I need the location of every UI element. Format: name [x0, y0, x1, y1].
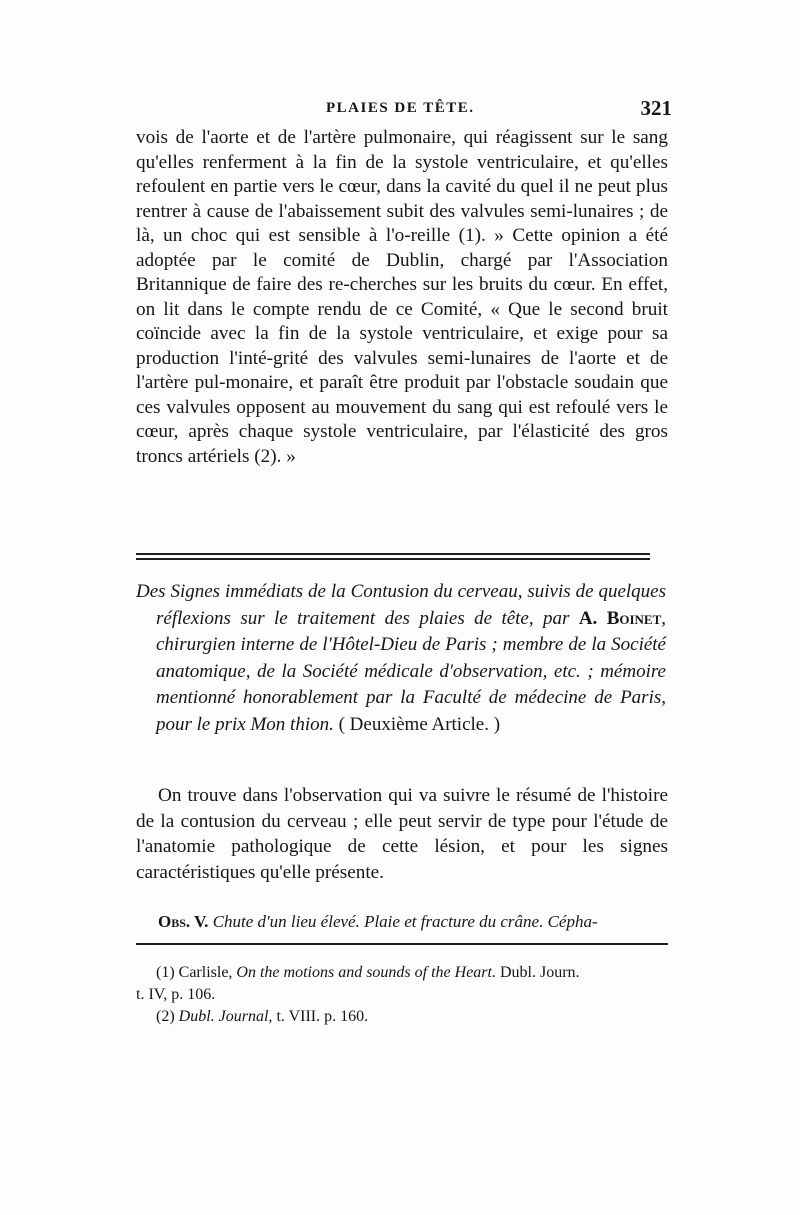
article-author: A. Boinet — [578, 607, 662, 629]
divider-line-top — [136, 553, 650, 555]
body-text — [136, 126, 668, 469]
footnote-2 — [136, 1006, 668, 1028]
page-number: 321 — [640, 96, 672, 120]
article-title-part2: , chirurgien interne de l'Hôtel-Dieu de Paris ; membre de la Société anatomique, de la Société médicale d'observation, etc. ; mémoire mentionné honorablement par la Faculté de médecine de Paris, pour le prix Mon thion. — [156, 607, 667, 735]
body-paragraph: vois de l'aorte et de l'artère pulmonaire, qui réagissent sur le sang qu'elles renferment à la fin de la systole ventriculaire, et qu'elles refoulent en partie vers le cœur, dans la cavité du quel il ne peut plus rentrer à cause de l'abaissement subit des valvules semi-lunaires ; de là, un choc qui est sensible à l'o-reille (1). » Cette opinion a été adoptée par le comité de Dublin, chargé par l'Association Britannique de faire des re-cherches sur les bruits du cœur. En effet, on lit dans le compte rendu de ce Comité, « Que le second bruit coïncide avec la fin de la systole ventriculaire, et exige pour sa production l'inté-grité des valvules semi-lunaires de l'aorte et de l'artère pul-monaire, et paraît être produit par l'obstacle soudain que ces valvules opposent au mouvement du sang qui est refoulé vers le cœur, après chaque systole ventriculaire, par l'élasticité des gros troncs artériels (2). » — [136, 127, 668, 467]
footnote-1-marker: (1) — [156, 964, 175, 981]
article-number: ( Deuxième Article. ) — [338, 713, 501, 735]
article-heading — [136, 579, 666, 738]
footnote-2-title: Dubl. Journal, — [178, 1008, 273, 1025]
article-title — [136, 579, 666, 738]
divider-line-bottom — [136, 558, 650, 560]
footnote-1-title: On the motions and sounds of the Heart. — [236, 964, 496, 981]
footnote-2-marker: (2) — [156, 1008, 175, 1025]
section-paragraph: On trouve dans l'observation qui va suivre le résumé de l'histoire de la contusion du cerveau ; elle peut servir de type pour l'étude de l'anatomie pathologique de cette lésion, et pour les signes caractéristiques qu'elle présente. — [136, 785, 668, 883]
running-head: PLAIES DE TÊTE. — [326, 100, 475, 116]
footnote-2-ref: t. VIII. p. 160. — [276, 1008, 369, 1025]
footnote-1-author: Carlisle, — [178, 964, 233, 981]
observation-label: Obs. V. — [158, 912, 209, 931]
observation-heading — [158, 910, 668, 934]
article-title-part1: Des Signes immédiats de la Contusion du cerveau, suivis de quelques réflexions sur le traitement des plaies de tête, par — [136, 581, 666, 629]
section-text — [136, 783, 668, 885]
footnote-divider — [136, 943, 668, 945]
observation-text: Chute d'un lieu élevé. Plaie et fracture du crâne. Cépha- — [212, 912, 598, 931]
footnotes — [136, 962, 668, 1028]
page-header — [136, 96, 672, 126]
footnote-1-continuation: t. IV, p. 106. — [136, 986, 216, 1003]
section-divider — [136, 553, 650, 561]
footnote-1 — [136, 962, 668, 984]
footnote-1-source: Dubl. Journ. — [499, 964, 580, 981]
